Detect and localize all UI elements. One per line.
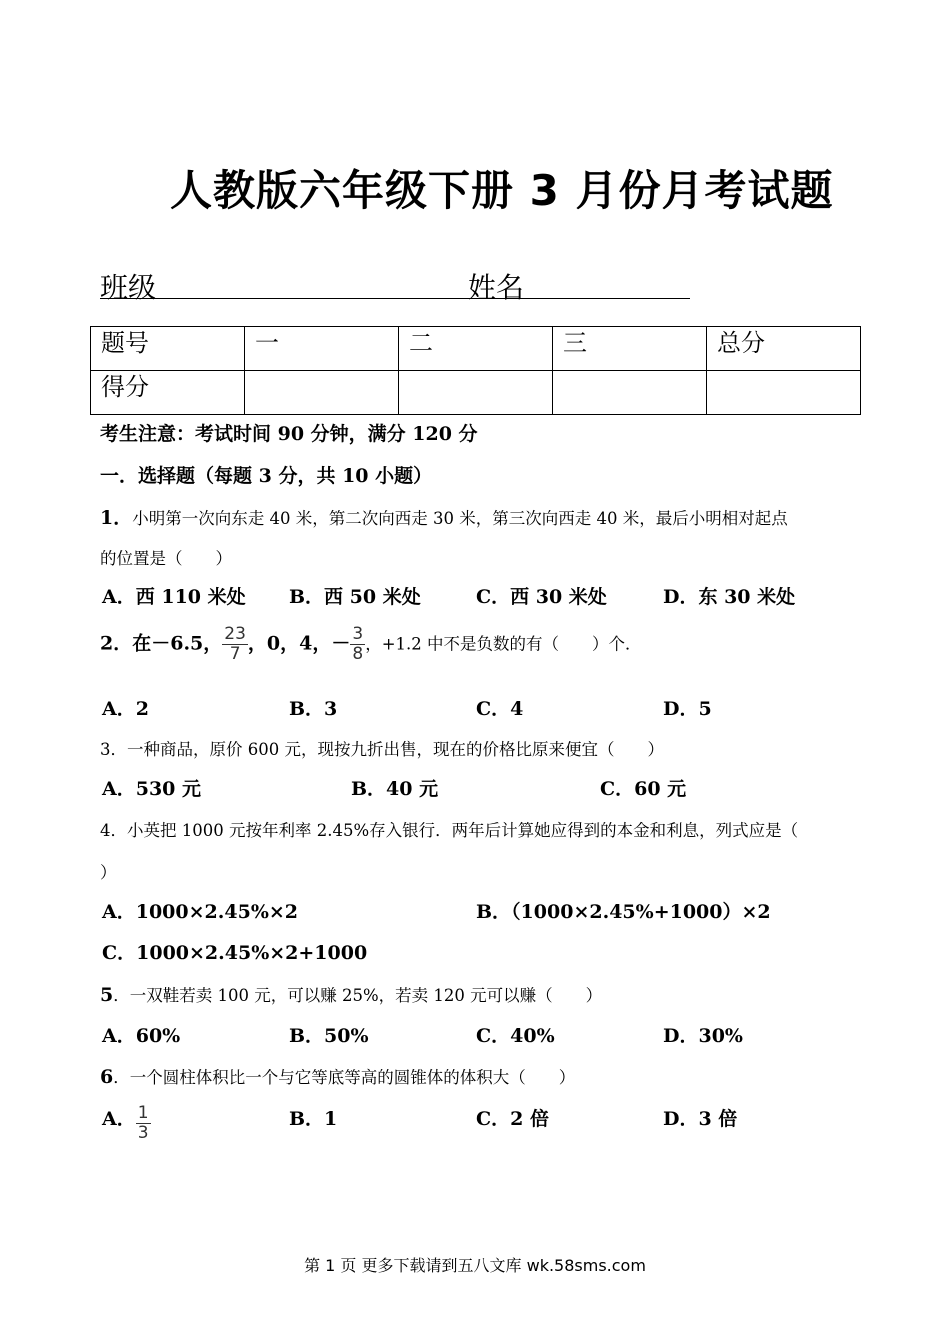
score-table	[90, 326, 861, 415]
option-a-label: A．	[102, 1108, 136, 1130]
option-d: D．5	[663, 698, 712, 720]
option-d: D．30%	[663, 1025, 743, 1047]
fraction-1-3: $\frac{1}{3}$	[137, 1103, 149, 1143]
question-number: 5	[100, 984, 114, 1006]
question-2	[100, 625, 642, 664]
question-5	[100, 982, 602, 1006]
question-number: 1．	[100, 507, 133, 529]
header-cell: 一	[245, 327, 399, 371]
option-a: A．2	[102, 698, 149, 720]
question-6	[100, 1064, 575, 1088]
page-footer: 第 1 页 更多下载请到五八文库 wk.58sms.com	[304, 1256, 646, 1275]
question-4-cont: ）	[100, 863, 117, 882]
option-c: C．西 30 米处	[476, 586, 607, 608]
question-mid: ，0，4，－	[247, 632, 351, 655]
header-cell: 三	[553, 327, 707, 371]
question-prefix: 2．在－6.5，	[100, 632, 223, 655]
question-text: ．一双鞋若卖 100 元，可以赚 25%，若卖 120 元可以赚（ ）	[113, 986, 603, 1005]
question-number: 6	[100, 1066, 114, 1088]
option-d: D．3 倍	[663, 1108, 738, 1130]
fraction-23-7: $\frac{23}{7}$	[224, 624, 246, 664]
option-a: A．西 110 米处	[102, 586, 246, 608]
score-cell[interactable]	[399, 371, 553, 415]
score-cell[interactable]	[707, 371, 861, 415]
option-c: C．4	[476, 698, 524, 720]
score-table-score-row	[91, 371, 861, 415]
option-a: A．60%	[102, 1025, 181, 1047]
class-label: 班级	[100, 271, 157, 304]
exam-notice: 考生注意：考试时间 90 分钟，满分 120 分	[100, 423, 478, 445]
score-cell[interactable]	[245, 371, 399, 415]
page-title: 人教版六年级下册 3 月份月考试题	[170, 166, 834, 215]
option-b: B．（1000×2.45%+1000）×2	[476, 901, 771, 923]
header-cell: 题号	[91, 327, 245, 371]
name-label: 姓名	[468, 271, 525, 304]
option-c: C．60 元	[600, 778, 687, 800]
question-suffix: ，+1.2 中不是负数的有（ ）个．	[365, 634, 642, 654]
option-b: B．50%	[289, 1025, 369, 1047]
question-1	[100, 503, 788, 530]
header-cell: 二	[399, 327, 553, 371]
option-c: C．2 倍	[476, 1108, 549, 1130]
info-underline	[100, 298, 690, 299]
option-a: A．1000×2.45%×2	[102, 901, 299, 923]
header-cell: 总分	[707, 327, 861, 371]
option-b: B．1	[289, 1108, 338, 1130]
score-table-header-row	[91, 327, 861, 371]
option-d: D．东 30 米处	[663, 586, 796, 608]
section-heading: 一．选择题（每题 3 分，共 10 小题）	[100, 465, 433, 487]
question-3: 3．一种商品，原价 600 元，现按九折出售，现在的价格比原来便宜（ ）	[100, 740, 664, 759]
score-cell[interactable]	[553, 371, 707, 415]
option-c: C．1000×2.45%×2+1000	[102, 942, 368, 964]
row-label-cell: 得分	[91, 371, 245, 415]
option-b: B．西 50 米处	[289, 586, 421, 608]
question-text: 小明第一次向东走 40 米，第二次向西走 30 米，第三次向西走 40 米，最后小明相对起点	[132, 509, 788, 528]
option-a: A．530 元	[102, 778, 202, 800]
option-c: C．40%	[476, 1025, 555, 1047]
question-4: 4．小英把 1000 元按年利率 2.45%存入银行．两年后计算她应得到的本金和利息，列式应是（	[100, 821, 799, 840]
option-b: B．40 元	[351, 778, 439, 800]
fraction-3-8: $\frac{3}{8}$	[352, 624, 364, 664]
question-1-cont: 的位置是（ ）	[100, 549, 232, 568]
option-a	[102, 1104, 151, 1143]
option-b: B．3	[289, 698, 338, 720]
question-text: ．一个圆柱体积比一个与它等底等高的圆锥体的体积大（ ）	[113, 1068, 576, 1087]
